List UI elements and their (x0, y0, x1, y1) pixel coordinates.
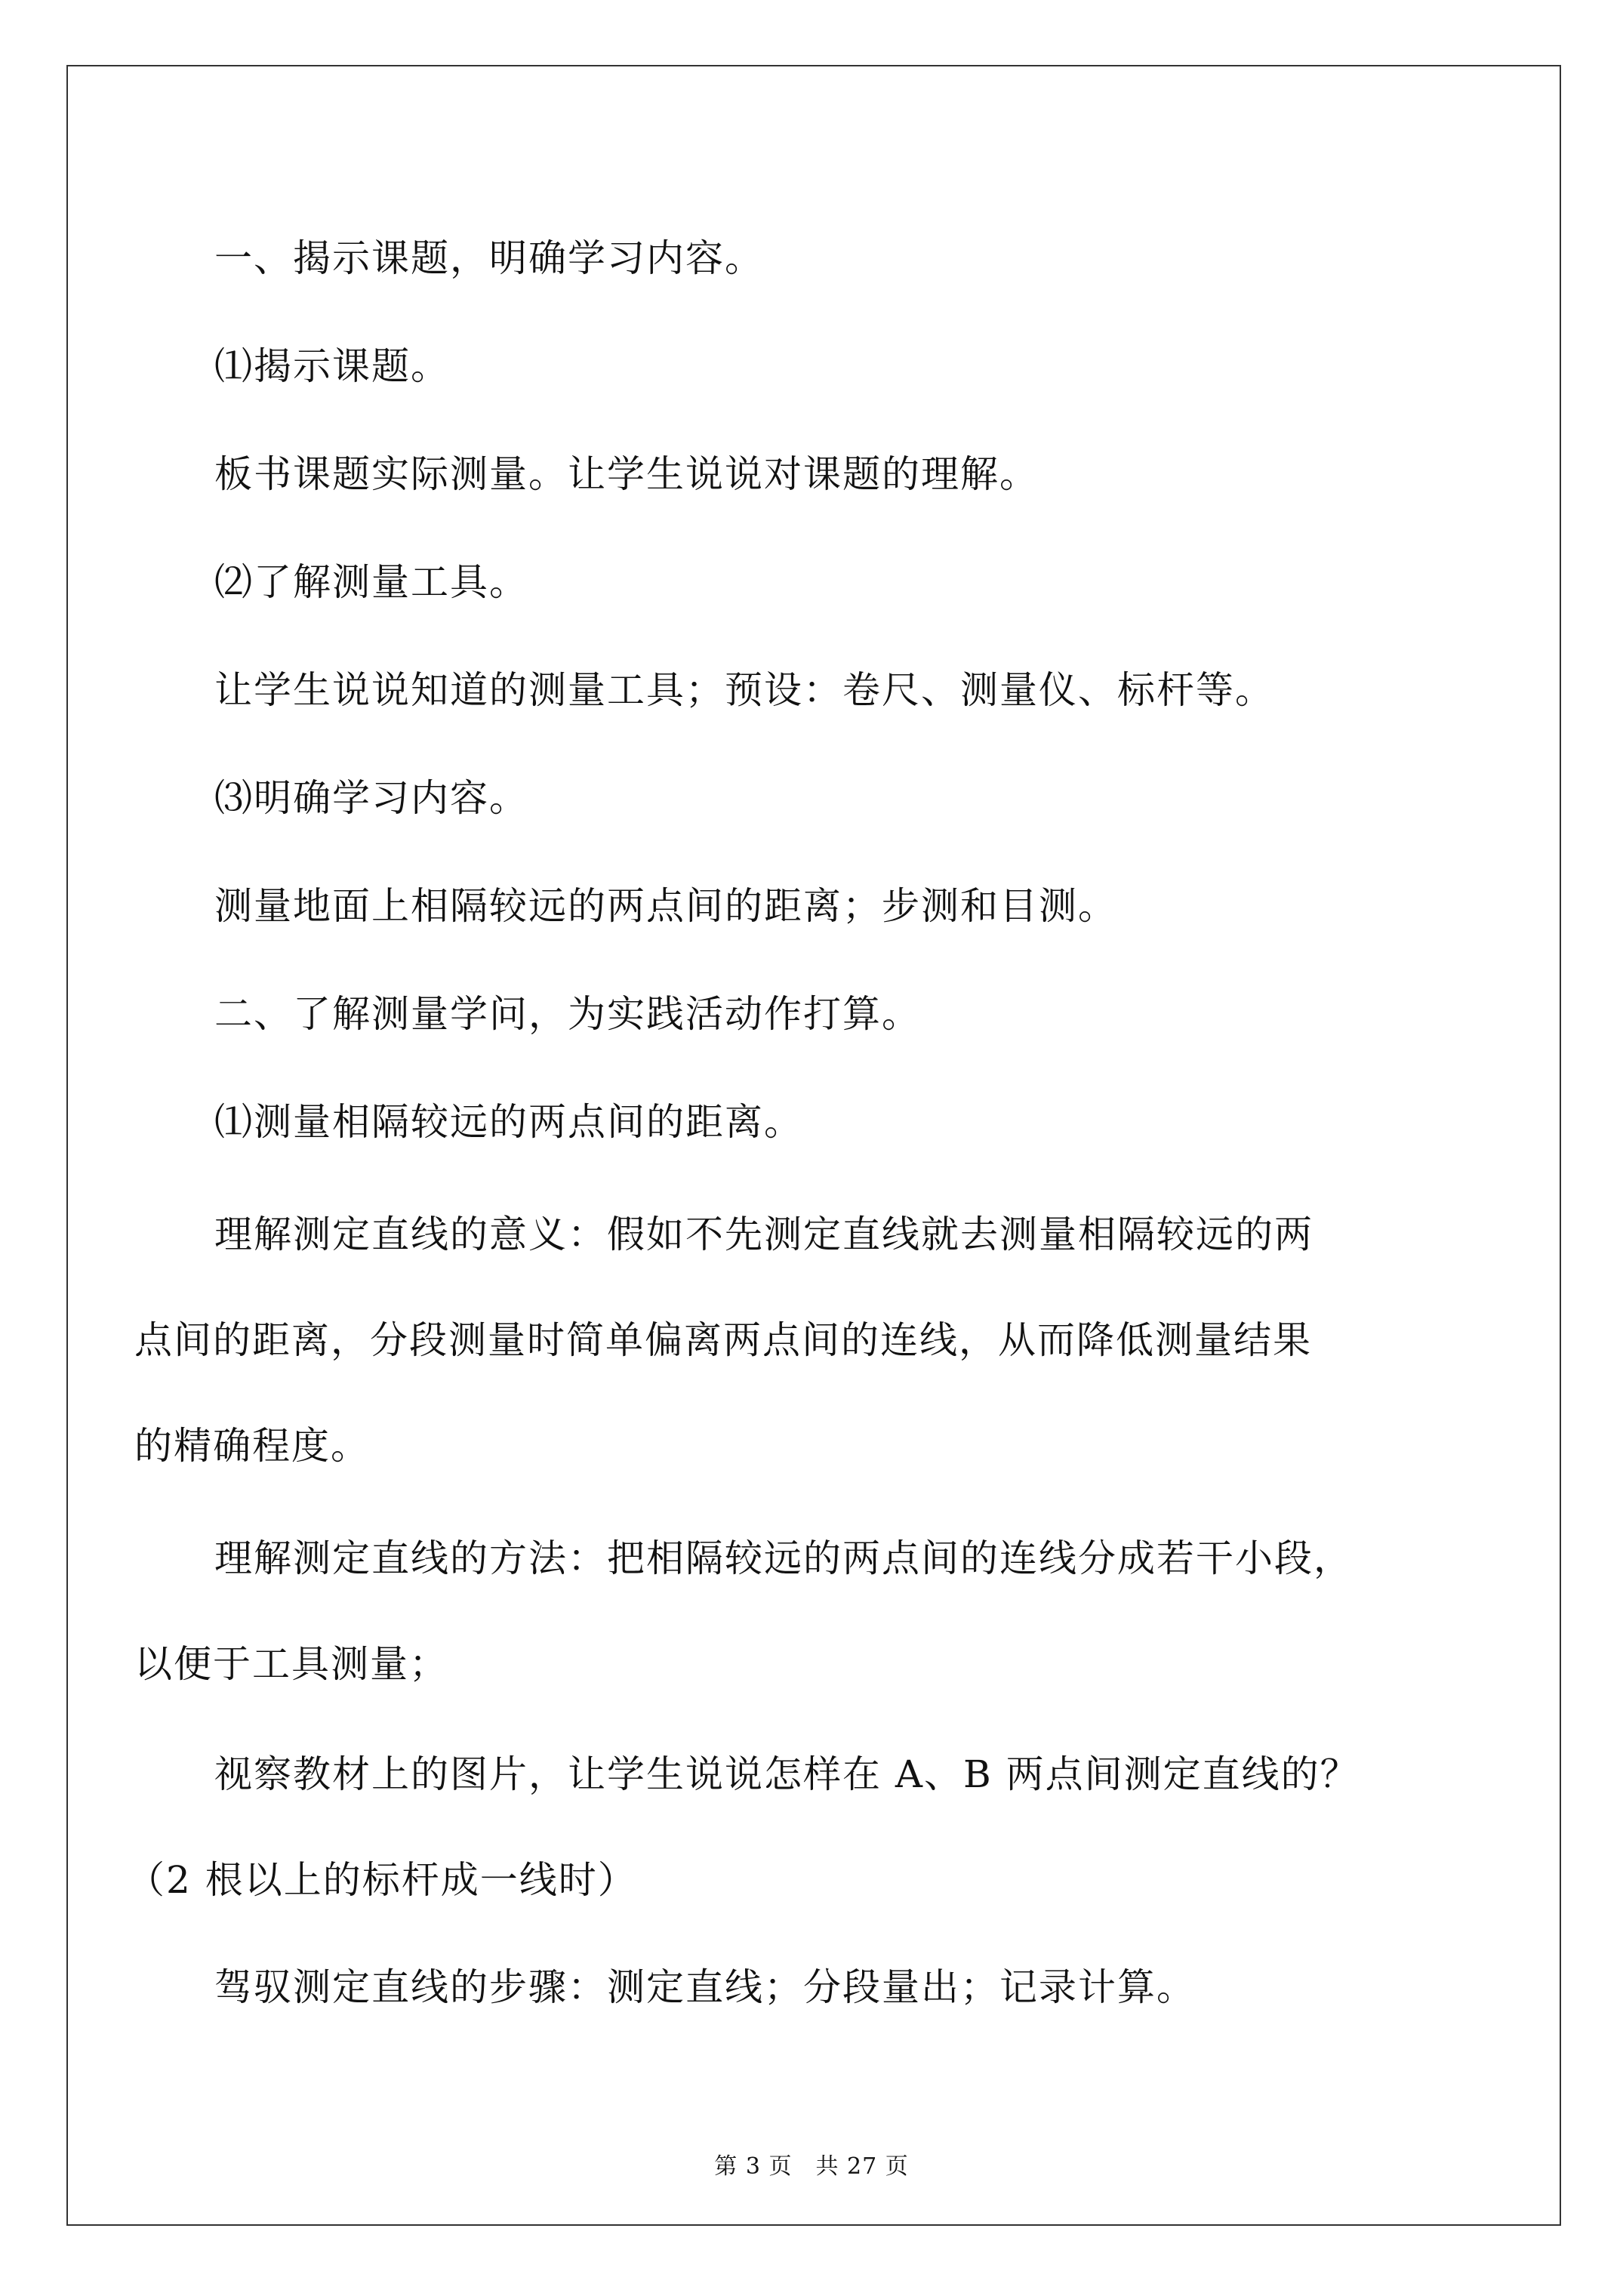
paragraph-method-line-1: 理解测定直线的方法：把相隔较远的两点间的连线分成若干小段， (214, 1536, 1353, 1580)
paragraph-meaning-line-3: 的精确程度。 (134, 1424, 370, 1468)
paragraph-method-line-2: 以便于工具测量； (134, 1642, 448, 1686)
heading-1: 一、揭示课题，明确学习内容。 (214, 236, 764, 280)
paragraph-measure-distance: ⑴测量相隔较远的两点间的距离。 (214, 1100, 803, 1144)
paragraph-tools: 让学生说说知道的测量工具；预设：卷尺、测量仪、标杆等。 (214, 668, 1274, 712)
paragraph-blackboard: 板书课题实际测量。让学生说说对课题的理解。 (214, 452, 1039, 496)
paragraph-meaning-line-2: 点间的距离，分段测量时简单偏离两点间的连线，从而降低测量结果 (134, 1318, 1312, 1362)
paragraph-meaning (0, 1182, 1480, 1499)
paragraph-content-heading: ⑶明确学习内容。 (214, 776, 528, 820)
paragraph-observe (0, 1721, 1480, 1933)
paragraph-steps: 驾驭测定直线的步骤：测定直线；分段量出；记录计算。 (214, 1965, 1196, 2009)
paragraph-content: 测量地面上相隔较远的两点间的距离；步测和目测。 (214, 884, 1117, 928)
paragraph-reveal-topic: ⑴揭示课题。 (214, 344, 450, 388)
heading-2: 二、了解测量学问，为实践活动作打算。 (214, 992, 921, 1036)
page-footer: 第 3 页 共 27 页 (714, 2153, 909, 2180)
paragraph-observe-line-1: 视察教材上的图片，让学生说说怎样在 A、B 两点间测定直线的？ (214, 1752, 1360, 1796)
paragraph-observe-line-2: （2 根以上的标杆成一线时） (127, 1858, 637, 1902)
paragraph-meaning-line-1: 理解测定直线的意义：假如不先测定直线就去测量相隔较远的两 (214, 1213, 1313, 1256)
paragraph-tools-heading: ⑵了解测量工具。 (214, 560, 528, 604)
paragraph-method (0, 1505, 1480, 1717)
